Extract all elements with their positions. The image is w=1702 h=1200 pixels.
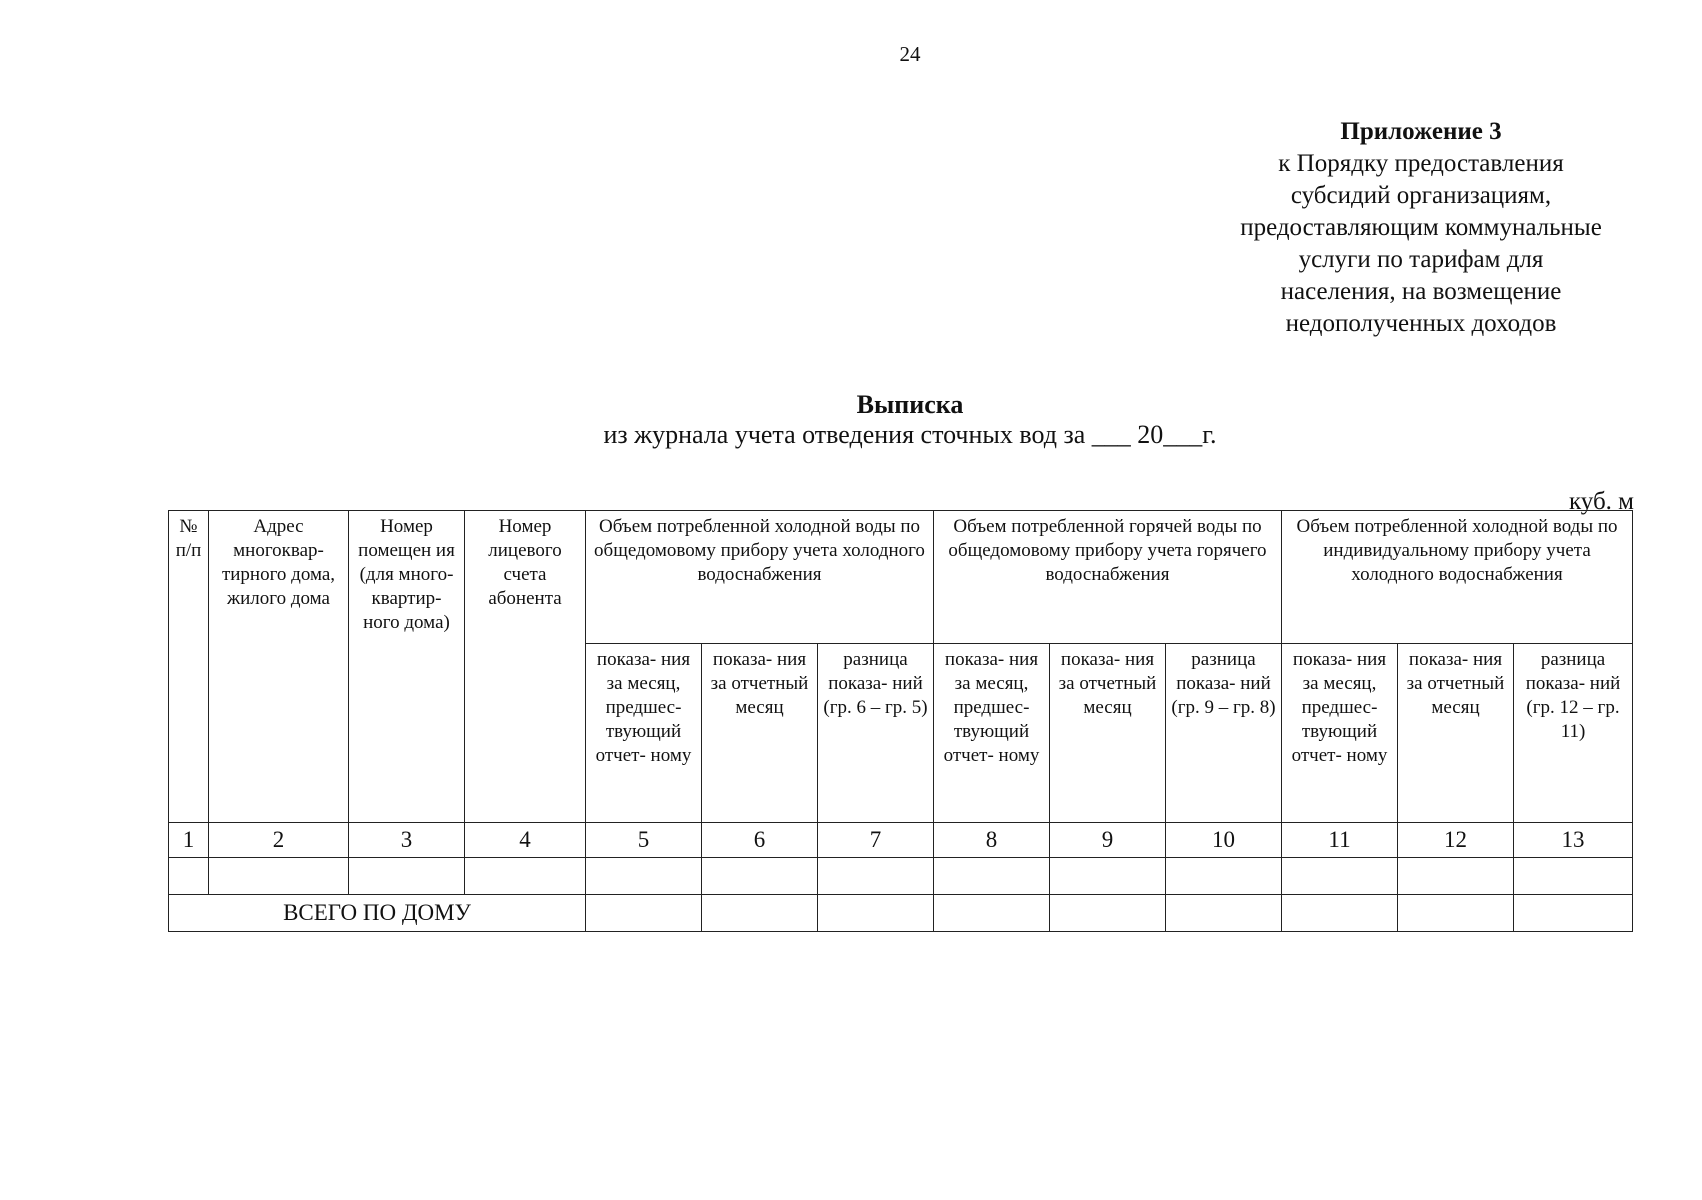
subheader-cell: показа- ния за отчетный месяц (1398, 644, 1514, 823)
subheader-cell: разница показа- ний (гр. 6 – гр. 5) (818, 644, 934, 823)
document-subtitle: из журнала учета отведения сточных вод за ___ 20___г. (603, 420, 1217, 449)
header-group-hot-common: Объем потребленной горячей воды по общедомовому прибору учета горячего водоснабжения (934, 511, 1282, 644)
page-number: 24 (899, 42, 921, 66)
subheader-cell: разница показа- ний (гр. 12 – гр. 11) (1514, 644, 1633, 823)
table-cell (818, 895, 934, 932)
table-cell (934, 895, 1050, 932)
subheader-cell: показа- ния за месяц, предшес- твующий отчет- ному (586, 644, 702, 823)
table-cell (1282, 858, 1398, 895)
total-label: ВСЕГО ПО ДОМУ (169, 895, 586, 932)
table-cell (1398, 858, 1514, 895)
table-cell (1282, 895, 1398, 932)
table-cell (169, 858, 209, 895)
table-cell (349, 858, 465, 895)
table-cell (586, 858, 702, 895)
table-cell (1514, 895, 1633, 932)
column-number-cell: 3 (349, 823, 465, 858)
column-number-cell: 5 (586, 823, 702, 858)
units-label: куб. м (1568, 488, 1634, 515)
appendix-line: к Порядку предоставления (1278, 150, 1564, 177)
total-row (169, 895, 1633, 932)
table-cell (209, 858, 349, 895)
column-number-cell: 7 (818, 823, 934, 858)
table-cell (702, 895, 818, 932)
header-cell-address: Адрес многоквар- тирного дома, жилого дома (209, 511, 349, 823)
appendix-title: Приложение 3 (1340, 118, 1502, 145)
subheader-cell: показа- ния за месяц, предшес- твующий отчет- ному (934, 644, 1050, 823)
column-number-cell: 2 (209, 823, 349, 858)
column-number-cell: 1 (169, 823, 209, 858)
table-cell (465, 858, 586, 895)
journal-table (168, 510, 1633, 932)
table-row (169, 858, 1633, 895)
table-cell (1514, 858, 1633, 895)
appendix-line: населения, на возмещение (1280, 278, 1562, 305)
subheader-cell: показа- ния за отчетный месяц (702, 644, 818, 823)
table-cell (1050, 895, 1166, 932)
table-cell (702, 858, 818, 895)
subheader-cell: показа- ния за месяц, предшес- твующий отчет- ному (1282, 644, 1398, 823)
table-cell (1166, 895, 1282, 932)
column-number-row (169, 823, 1633, 858)
appendix-block (1196, 116, 1646, 340)
column-number-cell: 6 (702, 823, 818, 858)
subheader-cell: показа- ния за отчетный месяц (1050, 644, 1166, 823)
document-title: Выписка (856, 390, 964, 419)
column-number-cell: 9 (1050, 823, 1166, 858)
column-number-cell: 8 (934, 823, 1050, 858)
header-group-cold-individual: Объем потребленной холодной воды по индивидуальному прибору учета холодного водоснабжения (1282, 511, 1633, 644)
table-cell (1050, 858, 1166, 895)
document-heading (0, 390, 1702, 450)
table-cell (818, 858, 934, 895)
appendix-line: услуги по тарифам для (1298, 246, 1544, 273)
header-cell-account: Номер лицевого счета абонента (465, 511, 586, 823)
appendix-line: субсидий организациям, (1290, 182, 1552, 209)
table-cell (934, 858, 1050, 895)
appendix-line: предоставляющим коммунальные (1240, 214, 1602, 241)
header-group-cold-common: Объем потребленной холодной воды по общедомовому прибору учета холодного водоснабжения (586, 511, 934, 644)
table-cell (586, 895, 702, 932)
column-number-cell: 4 (465, 823, 586, 858)
table-header-row (169, 511, 1633, 644)
table-cell (1398, 895, 1514, 932)
appendix-line: недополученных доходов (1285, 310, 1557, 337)
column-number-cell: 12 (1398, 823, 1514, 858)
column-number-cell: 10 (1166, 823, 1282, 858)
header-cell-room: Номер помещен ия (для много- квартир- ного дома) (349, 511, 465, 823)
column-number-cell: 11 (1282, 823, 1398, 858)
table-cell (1166, 858, 1282, 895)
column-number-cell: 13 (1514, 823, 1633, 858)
subheader-cell: разница показа- ний (гр. 9 – гр. 8) (1166, 644, 1282, 823)
header-cell-number: № п/п (169, 511, 209, 823)
